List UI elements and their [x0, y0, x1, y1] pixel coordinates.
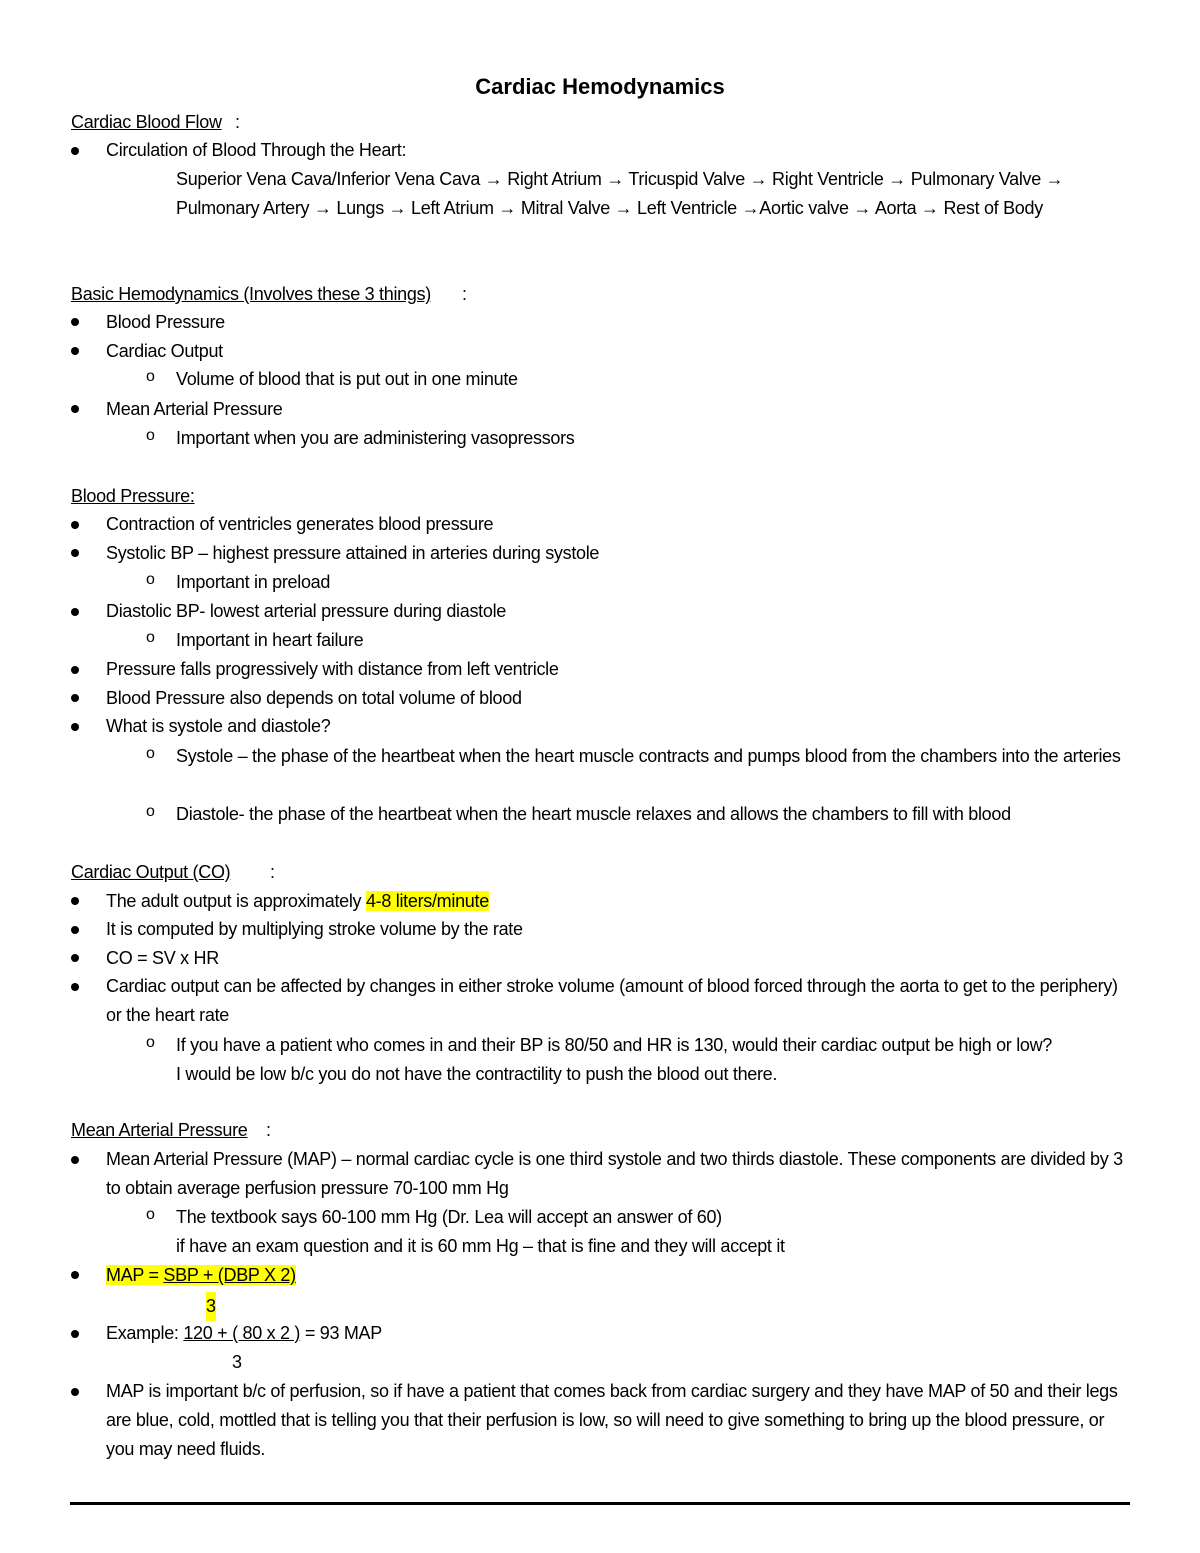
list-item: Cardiac output can be affected by changes in either stroke volume (amount of blood forced through the aorta to get to the periphery) or the heart rate: [106, 976, 1118, 1025]
section-heading-basic-hemodynamics: [71, 284, 431, 305]
map-example: [106, 1319, 382, 1348]
list-item: What is systole and diastole?: [106, 716, 331, 736]
example-label: Example:: [106, 1323, 184, 1343]
sub-list-item: Important when you are administering vasopressors: [176, 428, 575, 448]
list-item: Pressure falls progressively with distance from left ventricle: [106, 659, 559, 679]
sub-list-item-continuation: if have an exam question and it is 60 mm Hg – that is fine and they will accept it: [176, 1236, 785, 1256]
sub-list-item: Systole – the phase of the heartbeat when the heart muscle contracts and pumps blood from the chambers into the arteries: [176, 746, 1121, 766]
list-item: Blood Pressure: [106, 312, 225, 332]
sub-bullet-icon: o: [146, 803, 155, 820]
list-item: Diastolic BP- lowest arterial pressure during diastole: [106, 601, 506, 621]
sub-list-item-continuation: I would be low b/c you do not have the contractility to push the blood out there.: [176, 1064, 778, 1084]
sub-list-item: If you have a patient who comes in and their BP is 80/50 and HR is 130, would their cardiac output be high or low?: [176, 1035, 1053, 1055]
sub-bullet-icon: o: [146, 629, 155, 646]
heading-text: Basic Hemodynamics (Involves these 3 things): [71, 284, 431, 304]
blood-flow-sequence: Superior Vena Cava/Inferior Vena Cava → Right Atrium → Tricuspid Valve → Right Ventricle → Pulmonary Valve → Pulmonary Artery → Lungs → Left Atrium → Mitral Valve → Left Ventricle →Aortic valve → Aorta → Rest of Body: [176, 169, 1064, 218]
heading-colon: :: [235, 112, 240, 132]
example-numerator: 120 + ( 80 x 2 ): [183, 1323, 301, 1343]
sub-list-item: Important in heart failure: [176, 630, 364, 650]
list-item: CO = SV x HR: [106, 948, 219, 968]
map-formula: [106, 1261, 296, 1290]
heading-text: Mean Arterial Pressure: [71, 1120, 248, 1140]
section-heading-cardiac-blood-flow: [71, 112, 222, 133]
formula-label: MAP =: [106, 1265, 164, 1285]
list-item: Systolic BP – highest pressure attained in arteries during systole: [106, 543, 600, 563]
sub-bullet-icon: o: [146, 427, 155, 444]
sub-bullet-icon: o: [146, 1034, 155, 1051]
list-item: Cardiac Output: [106, 341, 223, 361]
bullet-icon: [71, 147, 79, 155]
formula-denominator: 3: [206, 1292, 216, 1321]
heading-text: Cardiac Blood Flow: [71, 112, 222, 132]
list-item: Blood Pressure also depends on total volume of blood: [106, 688, 522, 708]
example-result: = 93 MAP: [300, 1323, 382, 1343]
sub-list-item: Volume of blood that is put out in one minute: [176, 369, 518, 389]
list-item-text: The adult output is approximately: [106, 891, 366, 911]
section-heading-blood-pressure: Blood Pressure:: [71, 486, 195, 506]
list-item: Mean Arterial Pressure (MAP) – normal cardiac cycle is one third systole and two thirds diastole. These components are divided by 3 to obtain average perfusion pressure 70-100 mm Hg: [106, 1149, 1123, 1198]
section-heading-mean-arterial-pressure: [71, 1120, 247, 1141]
sub-list-item: Diastole- the phase of the heartbeat when the heart muscle relaxes and allows the chambers to fill with blood: [176, 804, 1011, 824]
bullet-icon: [71, 926, 79, 934]
sub-bullet-icon: o: [146, 745, 155, 762]
bullet-icon: [71, 723, 79, 731]
list-item: MAP is important b/c of perfusion, so if have a patient that comes back from cardiac surgery and they have MAP of 50 and their legs are blue, cold, mottled that is telling you that their perfusion is low, so will need to give something to bring up the blood pressure, or you may need fluids.: [106, 1381, 1118, 1459]
bullet-icon: [71, 608, 79, 616]
formula-numerator: SBP + (DBP X 2): [163, 1265, 296, 1285]
bullet-icon: [71, 549, 79, 557]
bullet-icon: [71, 1330, 79, 1338]
sub-list-item: The textbook says 60-100 mm Hg (Dr. Lea will accept an answer of 60): [176, 1207, 722, 1227]
sub-bullet-icon: o: [146, 571, 155, 588]
bullet-icon: [71, 1388, 79, 1396]
list-item: Circulation of Blood Through the Heart:: [106, 140, 407, 160]
sub-bullet-icon: o: [146, 1206, 155, 1223]
heading-colon: :: [266, 1120, 271, 1140]
bullet-icon: [71, 405, 79, 413]
sub-bullet-icon: o: [146, 368, 155, 385]
bullet-icon: [71, 666, 79, 674]
example-denominator: 3: [232, 1352, 242, 1372]
list-item: Contraction of ventricles generates blood pressure: [106, 514, 494, 534]
sub-list-item: Important in preload: [176, 572, 331, 592]
bullet-icon: [71, 1156, 79, 1164]
document-title: Cardiac Hemodynamics: [475, 74, 725, 99]
bullet-icon: [71, 954, 79, 962]
heading-text: Cardiac Output (CO): [71, 862, 231, 882]
heading-colon: :: [462, 284, 467, 304]
list-item: [106, 887, 1130, 916]
bullet-icon: [71, 347, 79, 355]
bullet-icon: [71, 694, 79, 702]
footer-divider: [70, 1502, 1130, 1505]
bullet-icon: [71, 521, 79, 529]
list-item: It is computed by multiplying stroke volume by the rate: [106, 919, 523, 939]
section-heading-cardiac-output: [71, 862, 230, 883]
bullet-icon: [71, 1271, 79, 1279]
list-item: Mean Arterial Pressure: [106, 399, 283, 419]
bullet-icon: [71, 983, 79, 991]
highlighted-value: 4-8 liters/minute: [365, 891, 489, 911]
bullet-icon: [71, 318, 79, 326]
heading-colon: :: [270, 862, 275, 882]
bullet-icon: [71, 897, 79, 905]
